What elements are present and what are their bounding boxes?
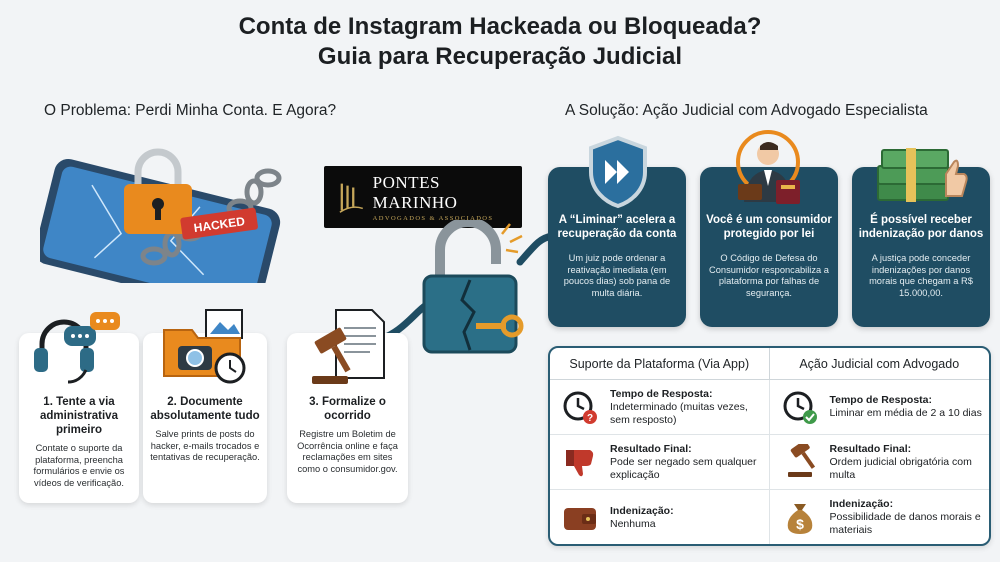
columns-logo-icon — [338, 179, 365, 215]
title-line-1: Conta de Instagram Hackeada ou Bloqueada? — [238, 13, 762, 40]
step-3-body: Registre um Boletim de Ocorrência online e faça reclamações em sites como o consumidor.gov. — [297, 429, 398, 474]
wallet-icon — [562, 500, 598, 536]
clock-question-icon — [562, 389, 598, 425]
row-2-right-label: Resultado Final: — [829, 442, 912, 455]
solution-2-title: Você é um consumidor protegido por lei — [706, 214, 832, 240]
clock-check-icon — [782, 389, 818, 425]
row-3-right-label: Indenização: — [829, 498, 894, 510]
headset-icon — [24, 308, 124, 388]
solution-3-title: É possível receber indenização por danos — [858, 214, 984, 240]
row-1-right-value: Liminar em média de 2 a 10 dias — [829, 407, 982, 419]
solution-heading: A Solução: Ação Judicial com Advogado Especialista — [565, 102, 928, 119]
row-3-left-label: Indenização: — [610, 504, 674, 517]
page-title — [0, 12, 1000, 72]
money-bag-icon — [782, 500, 818, 536]
cell-judicial-indemnity — [770, 490, 990, 545]
problem-heading: O Problema: Perdi Minha Conta. E Agora? — [44, 102, 337, 119]
thumbs-down-icon — [562, 444, 598, 480]
row-3-left-value: Nenhuma — [610, 517, 656, 530]
hacked-phone-icon — [40, 128, 310, 283]
svg-text:$: $ — [795, 515, 804, 532]
logo-name: PONTES MARINHO — [372, 172, 458, 212]
solution-1-body: Um juiz pode ordenar a reativação imediata (em poucos dias) sob pana de multa diária. — [563, 253, 671, 298]
lawyer-icon — [732, 130, 808, 210]
law-firm-logo — [324, 166, 522, 228]
cell-platform-result — [550, 435, 770, 489]
svg-text:?: ? — [586, 413, 594, 424]
cell-platform-indemnity — [550, 490, 770, 545]
row-2-left-label: Resultado Final: — [610, 442, 692, 455]
cell-judicial-response-time — [770, 380, 990, 434]
cell-platform-response-time — [550, 380, 770, 434]
header-platform-support: Suporte da Plataforma (Via App) — [550, 348, 770, 379]
table-row — [550, 490, 989, 545]
row-1-right-label: Tempo de Resposta: — [829, 394, 932, 406]
folder-camera-icon — [158, 306, 254, 388]
broken-padlock-icon — [410, 220, 540, 360]
step-1-title: 1. Tente a via administrativa primeiro — [40, 396, 118, 436]
solution-1-title: A “Liminar” acelera a recuperação da conta — [557, 214, 677, 240]
shield-fast-forward-icon — [585, 134, 651, 210]
cell-judicial-result — [770, 435, 990, 489]
row-1-left-value: Indeterminado (muitas vezes, sem resposto) — [610, 400, 748, 426]
row-1-left-label: Tempo de Resposta: — [610, 387, 713, 400]
step-1-body: Contate o suporte da plataforma, preencha formulários e envie os vídeos de verificação. — [33, 443, 125, 488]
table-header — [550, 348, 989, 380]
solution-3-body: A justiça pode conceder indenizações por danos morais que chegam a R$ 15.000,00. — [869, 253, 973, 298]
comparison-table — [548, 346, 991, 546]
cash-thumbs-up-icon — [872, 138, 968, 208]
step-2-body: Salve prints de posts do hacker, e-mails trocados e tentativas de recuperação. — [150, 429, 260, 463]
title-line-2: Guia para Recuperação Judicial — [317, 43, 683, 70]
row-3-right-value: Possibilidade de danos morais e materiais — [829, 511, 981, 536]
table-row — [550, 380, 989, 435]
gavel-icon — [782, 444, 818, 480]
step-2-title: 2. Documente absolutamente tudo — [150, 396, 260, 422]
row-2-right-value: Ordem judicial obrigatória com multa — [829, 455, 972, 481]
table-row — [550, 435, 989, 490]
hacked-tag: HACKED — [192, 214, 246, 236]
solution-2-body: O Código de Defesa do Consumidor responcabiliza a plataforma por falhas de segurança. — [709, 253, 829, 298]
document-gavel-icon — [306, 306, 390, 388]
logo-subtitle: ADVOGADOS & ASSOCIADOS — [372, 214, 494, 222]
step-3-title: 3. Formalize o ocorrido — [309, 396, 386, 422]
row-2-left-value: Pode ser negado sem qualquer explicação — [610, 455, 757, 481]
header-judicial-action: Ação Judicial com Advogado — [799, 357, 960, 371]
